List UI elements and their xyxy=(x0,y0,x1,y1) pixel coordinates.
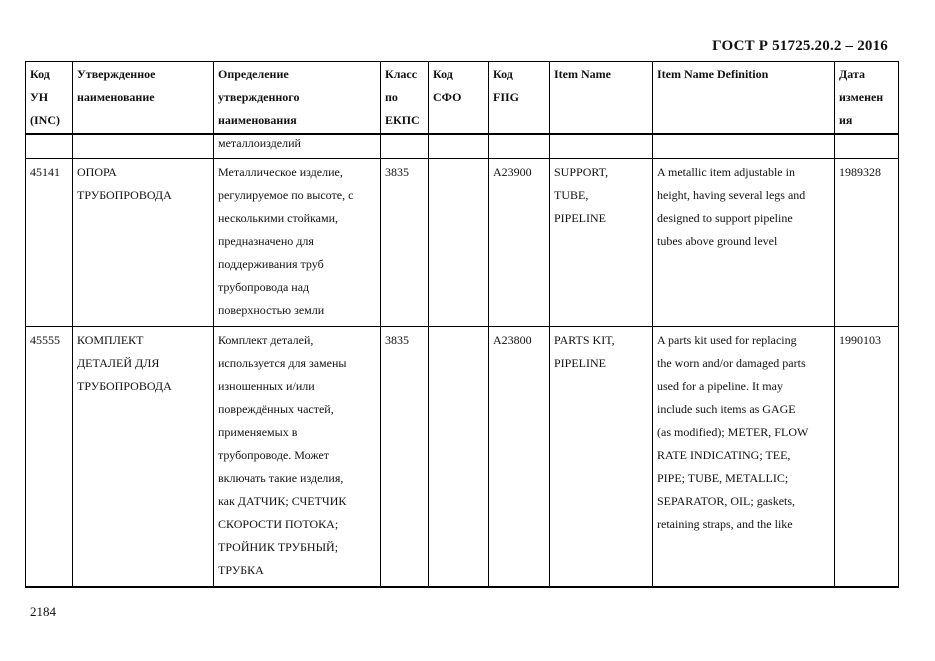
sfo-code-cell xyxy=(429,159,489,327)
table-cell xyxy=(26,134,73,159)
table-header-row xyxy=(26,62,899,135)
ekps-class-cell: 3835 xyxy=(381,159,429,327)
item-name-cell: SUPPORT, TUBE, PIPELINE xyxy=(550,159,653,327)
inc-table xyxy=(25,61,899,588)
header-item-name: Item Name xyxy=(550,62,653,135)
item-name-cell: PARTS KIT, PIPELINE xyxy=(550,327,653,588)
approved-name-cell: ОПОРА ТРУБОПРОВОДА xyxy=(73,159,214,327)
header-approved-name: Утвержденное наименование xyxy=(73,62,214,135)
approved-name-cell: КОМПЛЕКТ ДЕТАЛЕЙ ДЛЯ ТРУБОПРОВОДА xyxy=(73,327,214,588)
change-date-cell: 1989328 xyxy=(835,159,899,327)
change-date-cell: 1990103 xyxy=(835,327,899,588)
name-definition-cell: Комплект деталей, используется для замены изношенных и/или повреждённых частей, применяемых в трубопроводе. Может включать такие изделия, как ДАТЧИК; СЧЕТЧИК СКОРОСТИ ПОТОКА; ТРОЙНИК ТРУБНЫЙ; ТРУБКА xyxy=(214,327,381,588)
item-name-definition-cell: A parts kit used for replacing the worn and/or damaged parts used for a pipeline. It may include such items as GAGE (as modified); METER, FLOW RATE INDICATING; TEE, PIPE; TUBE, METALLIC; SEPARATOR, OIL; gaskets, retaining straps, and the like xyxy=(653,327,835,588)
fiig-code-cell: A23900 xyxy=(489,159,550,327)
table-row xyxy=(26,159,899,327)
inc-code-cell: 45555 xyxy=(26,327,73,588)
table-cell xyxy=(550,134,653,159)
header-item-name-definition: Item Name Definition xyxy=(653,62,835,135)
header-change-date: Дата изменен ия xyxy=(835,62,899,135)
fiig-code-cell: A23800 xyxy=(489,327,550,588)
table-cell xyxy=(489,134,550,159)
table-cell xyxy=(429,134,489,159)
table-row xyxy=(26,327,899,588)
table-continuation-row xyxy=(26,134,899,159)
table-cell xyxy=(653,134,835,159)
document-title: ГОСТ Р 51725.20.2 – 2016 xyxy=(712,38,888,54)
table-cell xyxy=(73,134,214,159)
header-sfo-code: Код СФО xyxy=(429,62,489,135)
inc-code-cell: 45141 xyxy=(26,159,73,327)
header-fiig-code: Код FIIG xyxy=(489,62,550,135)
table-cell: металлоизделий xyxy=(214,134,381,159)
sfo-code-cell xyxy=(429,327,489,588)
header-name-definition: Определение утвержденного наименования xyxy=(214,62,381,135)
name-definition-cell: Металлическое изделие, регулируемое по высоте, с несколькими стойками, предназначено для поддерживания труб трубопровода над поверхностью земли xyxy=(214,159,381,327)
header-ekps-class: Класс по ЕКПС xyxy=(381,62,429,135)
table-cell xyxy=(381,134,429,159)
item-name-definition-cell: A metallic item adjustable in height, having several legs and designed to support pipeline tubes above ground level xyxy=(653,159,835,327)
ekps-class-cell: 3835 xyxy=(381,327,429,588)
header-inc-code: Код УН (INC) xyxy=(26,62,73,135)
page-number: 2184 xyxy=(30,604,56,619)
table-cell xyxy=(835,134,899,159)
